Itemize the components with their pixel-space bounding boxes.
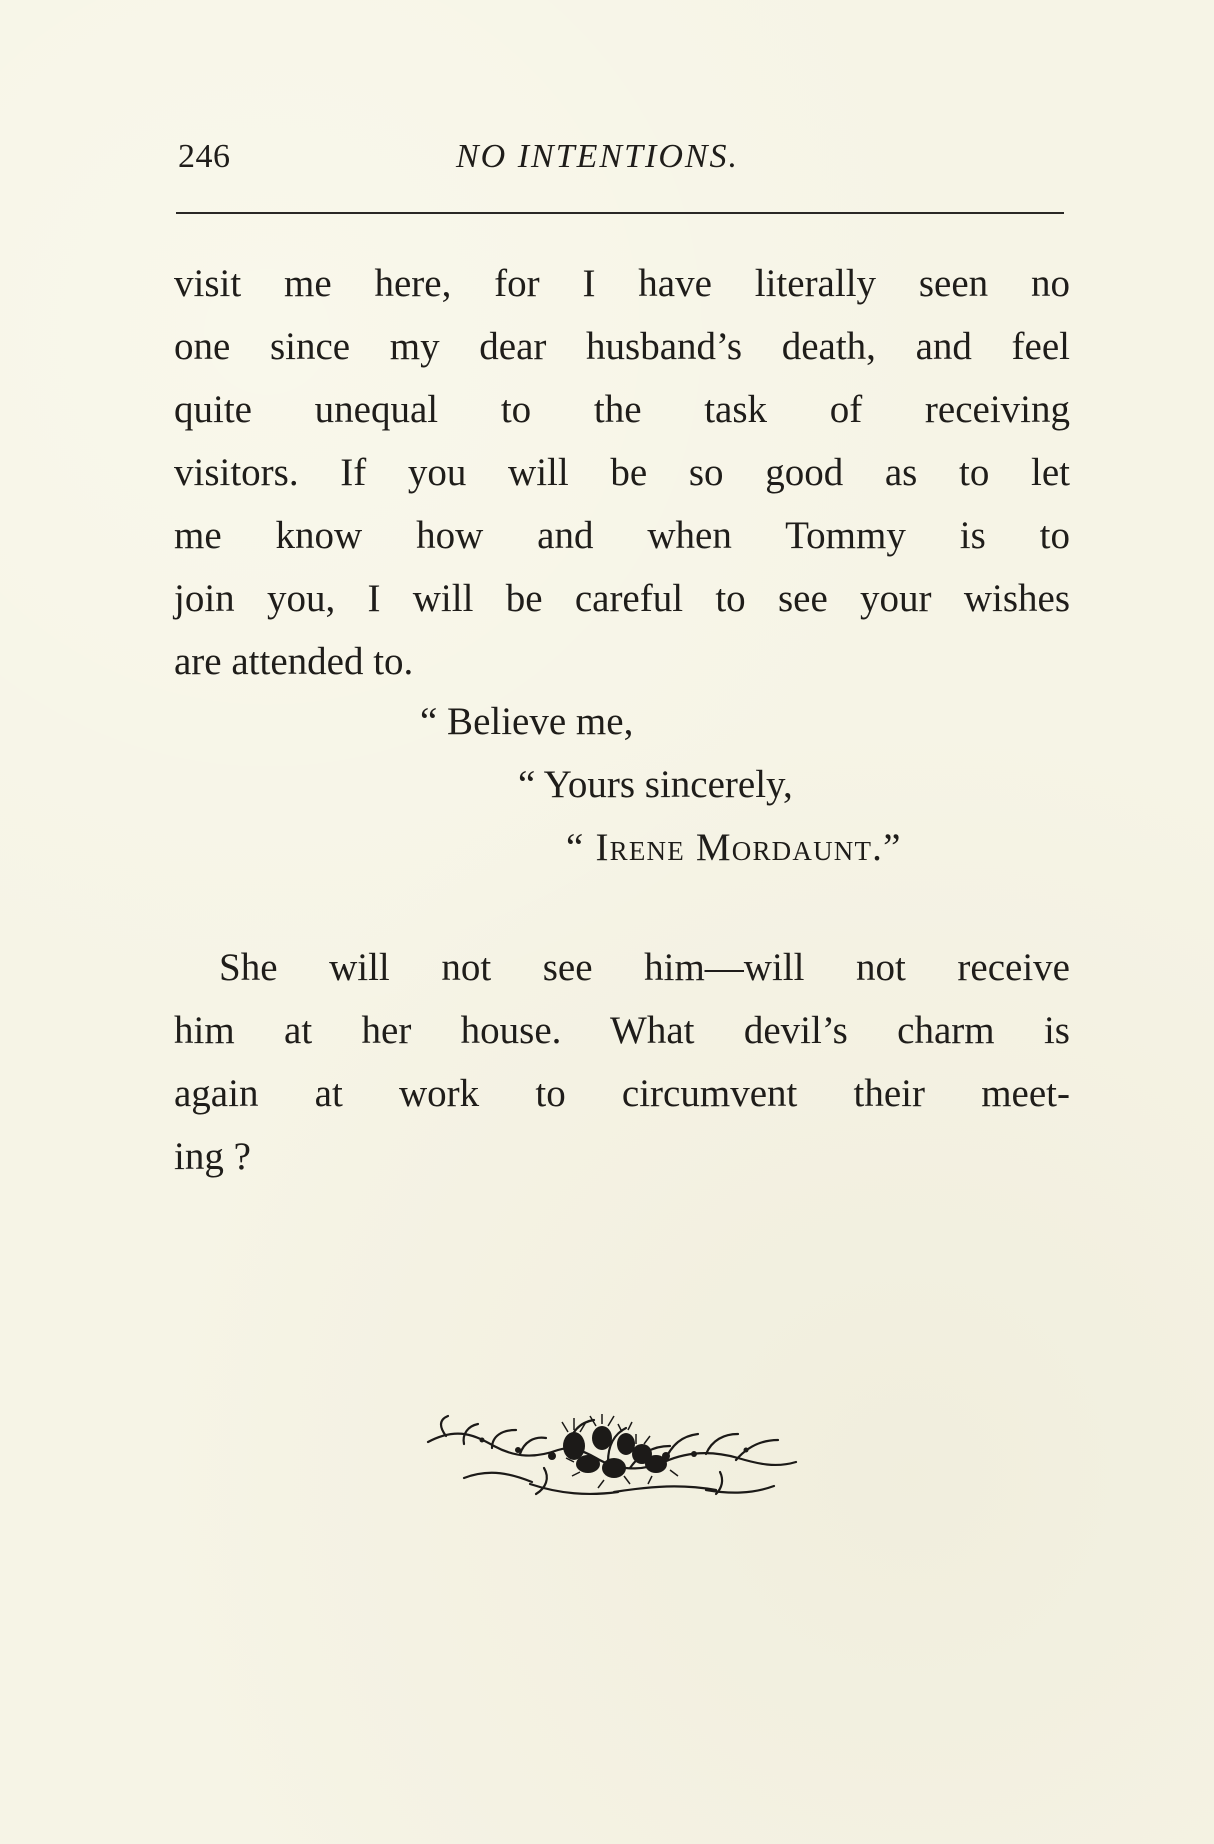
letter-line-7: are attended to.	[174, 640, 414, 683]
narrative-paragraph	[174, 936, 1070, 1188]
letter-text	[174, 252, 1070, 693]
header-rule	[176, 212, 1064, 214]
page-header	[178, 138, 1068, 188]
closing-yours-sincerely: “ Yours sincerely,	[518, 763, 793, 806]
letter-line-1: visit me here, for I have literally seen no	[174, 262, 1070, 305]
narrative-line-2: him at her house. What devil’s charm is	[174, 1009, 1070, 1052]
letter-line-4: visitors. If you will be so good as to let	[174, 451, 1070, 494]
narrative-line-3: again at work to circumvent their meet-	[174, 1072, 1070, 1115]
narrative-line-4: ing ?	[174, 1135, 251, 1178]
letter-line-2: one since my dear husband’s death, and feel	[174, 325, 1070, 368]
signature: “ Irene Mordaunt.”	[566, 826, 902, 869]
narrative-line-1: She will not see him—will not receive	[219, 946, 1070, 989]
letter-line-5: me know how and when Tommy is to	[174, 514, 1070, 557]
letter-line-3: quite unequal to the task of receiving	[174, 388, 1070, 431]
page-number: 246	[178, 138, 231, 175]
running-title: NO INTENTIONS.	[456, 138, 740, 175]
thistle-ornament-icon	[420, 1406, 802, 1498]
closing-believe-me: “ Believe me,	[420, 700, 634, 743]
letter-line-6: join you, I will be careful to see your wishes	[174, 577, 1070, 620]
